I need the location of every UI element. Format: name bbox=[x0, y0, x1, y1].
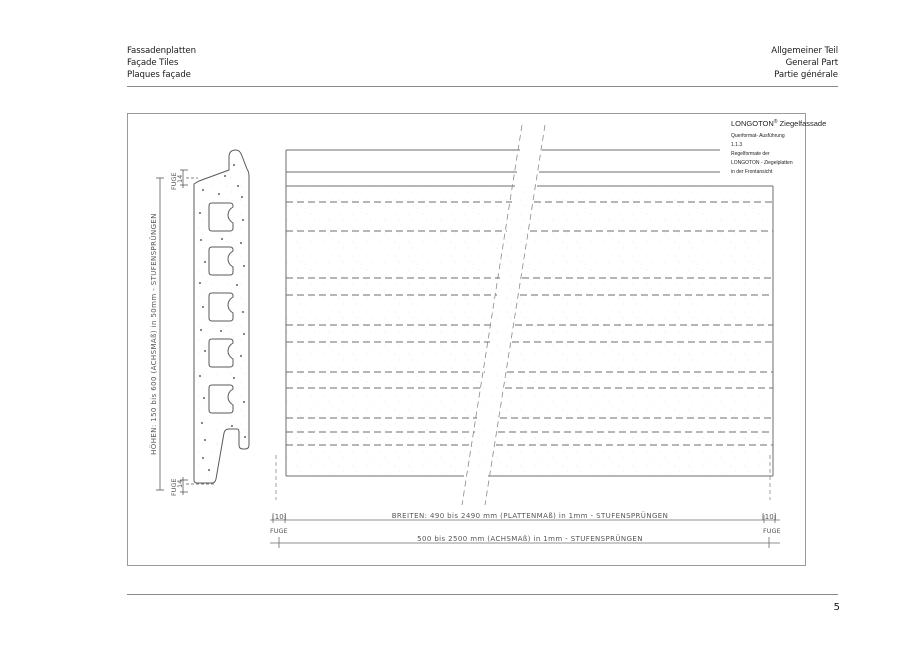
joint-right-value: [10] bbox=[762, 513, 777, 521]
width-plate-label: BREITEN: 490 bis 2490 mm (PLATTENMAß) in 1mm - STUFENSPRÜNGEN bbox=[391, 512, 669, 520]
height-dimension-label: HÖHEN: 150 bis 600 (ACHSMAß) in 50mm - STUFENSPRÜNGEN bbox=[150, 213, 158, 455]
header-right-line-en: General Part bbox=[785, 58, 838, 68]
fuge-top-value: 14 bbox=[176, 174, 184, 183]
footer-divider bbox=[127, 594, 838, 595]
width-axis-label: 500 bis 2500 mm (ACHSMAß) in 1mm - STUFENSPRÜNGEN bbox=[417, 535, 643, 543]
header-right-line-fr: Partie générale bbox=[774, 70, 838, 80]
title-block-line-4: LONGOTON - Ziegelplatten bbox=[731, 160, 793, 166]
title-block-heading: LONGOTON® Ziegelfassade bbox=[731, 119, 827, 128]
fuge-top-label: FUGE bbox=[170, 172, 178, 190]
header-left-line-fr: Plaques façade bbox=[127, 70, 191, 80]
title-block-line-5: in der Frontansicht bbox=[731, 169, 773, 175]
section-profile bbox=[194, 150, 249, 483]
joint-left-label: FUGE bbox=[270, 527, 288, 535]
header-right-line-de: Allgemeiner Teil bbox=[771, 46, 838, 56]
fuge-bottom-label: FUGE bbox=[170, 478, 178, 496]
title-block-line-3: Regelformate der bbox=[731, 151, 770, 157]
page-number: 5 bbox=[833, 602, 840, 613]
fuge-bottom-value: 14 bbox=[176, 479, 184, 488]
title-block-line-1: Querformat- Ausführung bbox=[731, 133, 785, 139]
header-left-line-en: Façade Tiles bbox=[127, 58, 179, 68]
joint-right-label: FUGE bbox=[763, 527, 781, 535]
front-view-panel bbox=[276, 125, 773, 505]
title-block bbox=[731, 118, 826, 175]
joint-left-value: [10] bbox=[272, 513, 287, 521]
header-left-line-de: Fassadenplatten bbox=[127, 46, 196, 56]
title-block-line-2: 1.1.3 bbox=[731, 142, 743, 148]
